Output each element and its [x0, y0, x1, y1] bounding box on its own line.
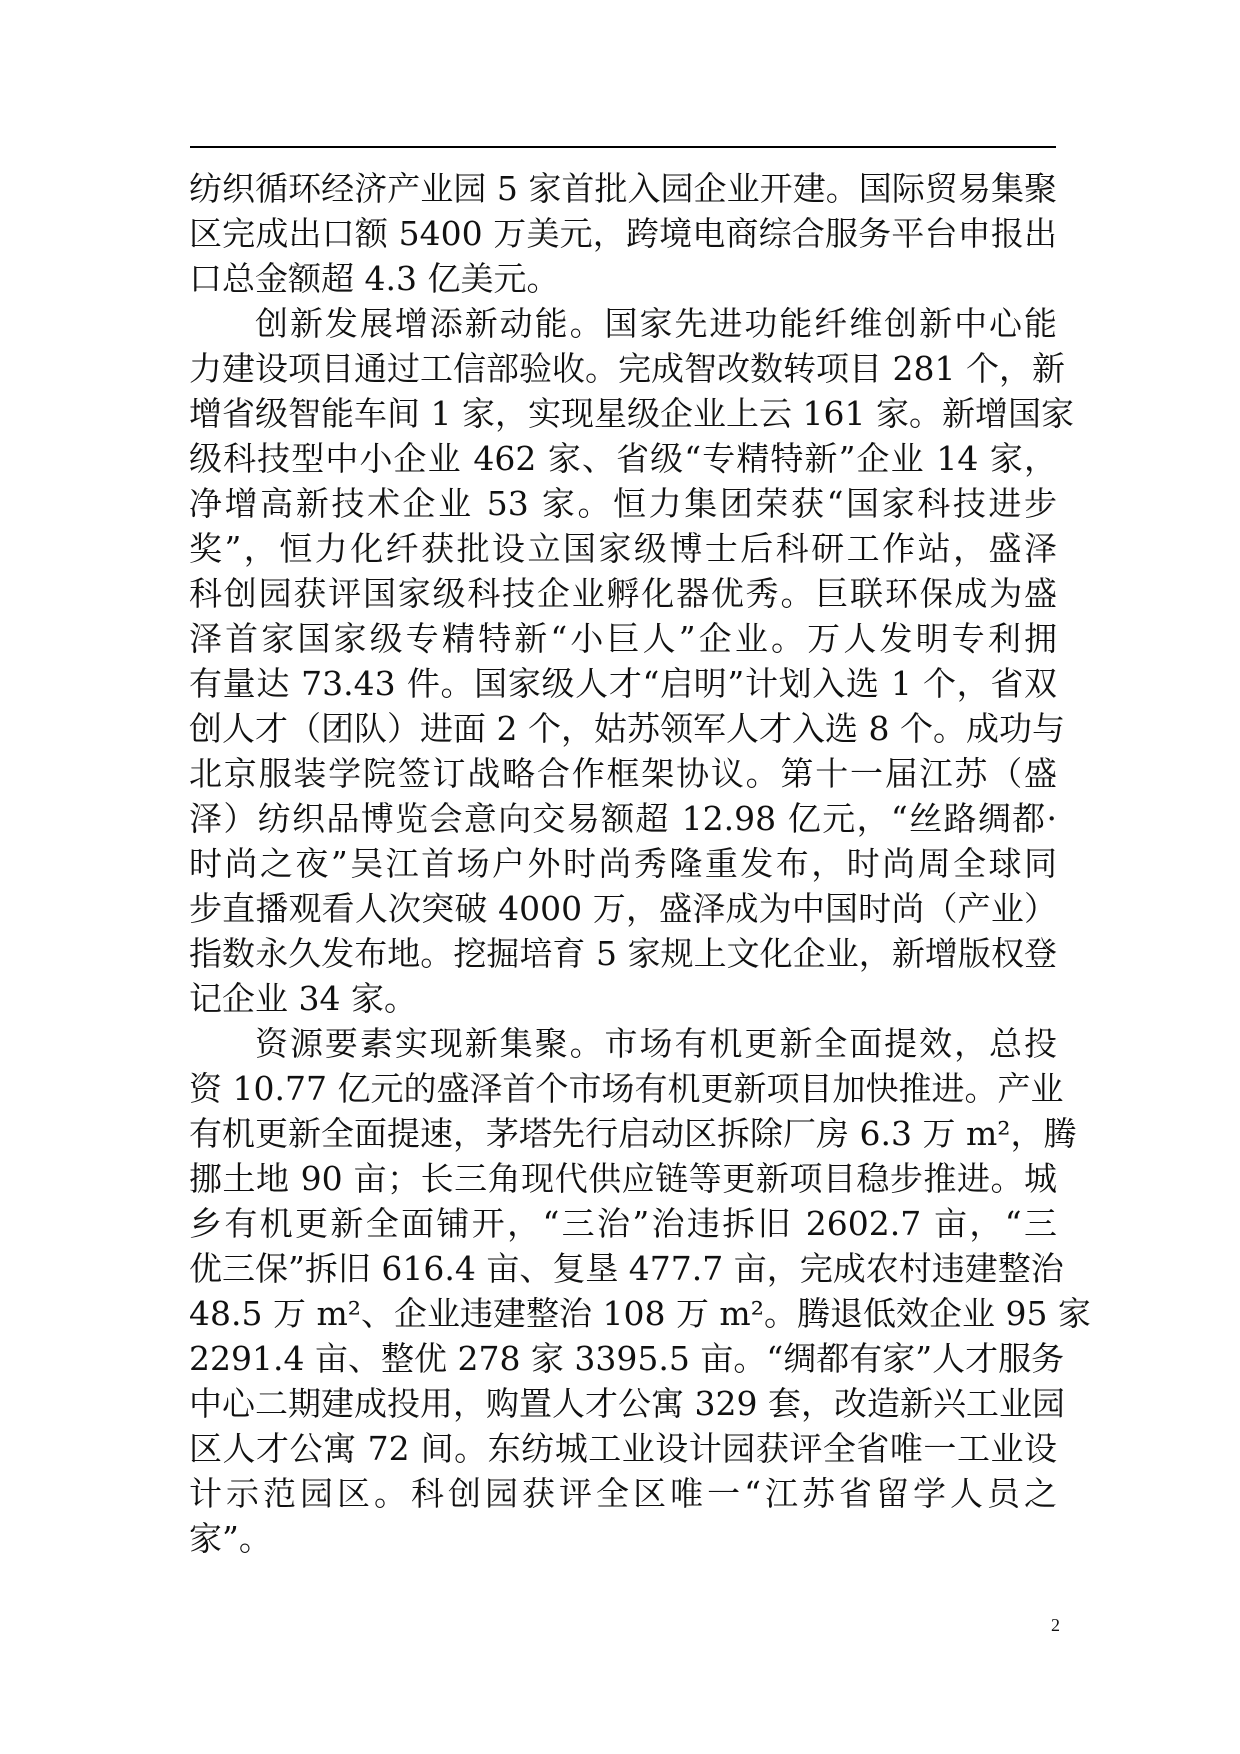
text-line: 增省级智能车间 1 家，实现星级企业上云 161 家。新增国家 [189, 394, 1074, 433]
text-line: 科创园获评国家级科技企业孵化器优秀。巨联环保成为盛 [189, 574, 1057, 613]
text-line: 家”。 [189, 1519, 272, 1558]
text-line: 计示范园区。科创园获评全区唯一“江苏省留学人员之 [189, 1474, 1057, 1513]
text-line: 指数永久发布地。挖掘培育 5 家规上文化企业，新增版权登 [189, 934, 1057, 973]
text-line: 2291.4 亩、整优 278 家 3395.5 亩。“绸都有家”人才服务 [189, 1339, 1065, 1378]
text-line: 48.5 万 m²、企业违建整治 108 万 m²。腾退低效企业 95 家 [189, 1294, 1091, 1333]
text-line: 步直播观看人次突破 4000 万，盛泽成为中国时尚（产业） [189, 889, 1057, 928]
text-line: 力建设项目通过工信部验收。完成智改数转项目 281 个，新 [189, 349, 1065, 388]
text-line: 口总金额超 4.3 亿美元。 [189, 259, 560, 298]
text-line: 创人才（团队）进面 2 个，姑苏领军人才入选 8 个。成功与 [189, 709, 1065, 748]
text-line: 记企业 34 家。 [189, 979, 417, 1018]
page-number: 2 [1051, 1615, 1060, 1635]
text-line: 级科技型中小企业 462 家、省级“专精特新”企业 14 家， [189, 439, 1057, 478]
text-line: 优三保”拆旧 616.4 亩、复垦 477.7 亩，完成农村违建整治 [189, 1249, 1064, 1288]
body-text [189, 166, 1091, 1561]
text-line: 泽首家国家级专精特新“小巨人”企业。万人发明专利拥 [189, 619, 1057, 658]
text-line: 资 10.77 亿元的盛泽首个市场有机更新项目加快推进。产业 [189, 1069, 1064, 1108]
text-line: 区人才公寓 72 间。东纺城工业设计园获评全省唯一工业设 [189, 1429, 1057, 1468]
text-line: 区完成出口额 5400 万美元，跨境电商综合服务平台申报出 [189, 214, 1057, 253]
text-line: 挪土地 90 亩；长三角现代供应链等更新项目稳步推进。城 [189, 1159, 1057, 1198]
text-line: 有机更新全面提速，茅塔先行启动区拆除厂房 6.3 万 m²，腾 [189, 1114, 1077, 1153]
paragraph-start-line: 资源要素实现新集聚。市场有机更新全面提效，总投 [255, 1024, 1057, 1063]
text-line: 时尚之夜”吴江首场户外时尚秀隆重发布，时尚周全球同 [189, 844, 1057, 883]
text-line: 纺织循环经济产业园 5 家首批入园企业开建。国际贸易集聚 [189, 169, 1057, 208]
header-rule [190, 146, 1056, 148]
text-line: 中心二期建成投用，购置人才公寓 329 套，改造新兴工业园 [189, 1384, 1065, 1423]
paragraph-start-line: 创新发展增添新动能。国家先进功能纤维创新中心能 [255, 304, 1057, 343]
text-line: 北京服装学院签订战略合作框架协议。第十一届江苏（盛 [189, 754, 1057, 793]
text-line: 乡有机更新全面铺开，“三治”治违拆旧 2602.7 亩，“三 [189, 1204, 1057, 1243]
text-line: 泽）纺织品博览会意向交易额超 12.98 亿元，“丝路绸都· [189, 799, 1057, 838]
text-line: 净增高新技术企业 53 家。恒力集团荣获“国家科技进步 [189, 484, 1057, 523]
text-line: 有量达 73.43 件。国家级人才“启明”计划入选 1 个，省双 [189, 664, 1057, 703]
text-line: 奖”，恒力化纤获批设立国家级博士后科研工作站，盛泽 [189, 529, 1057, 568]
